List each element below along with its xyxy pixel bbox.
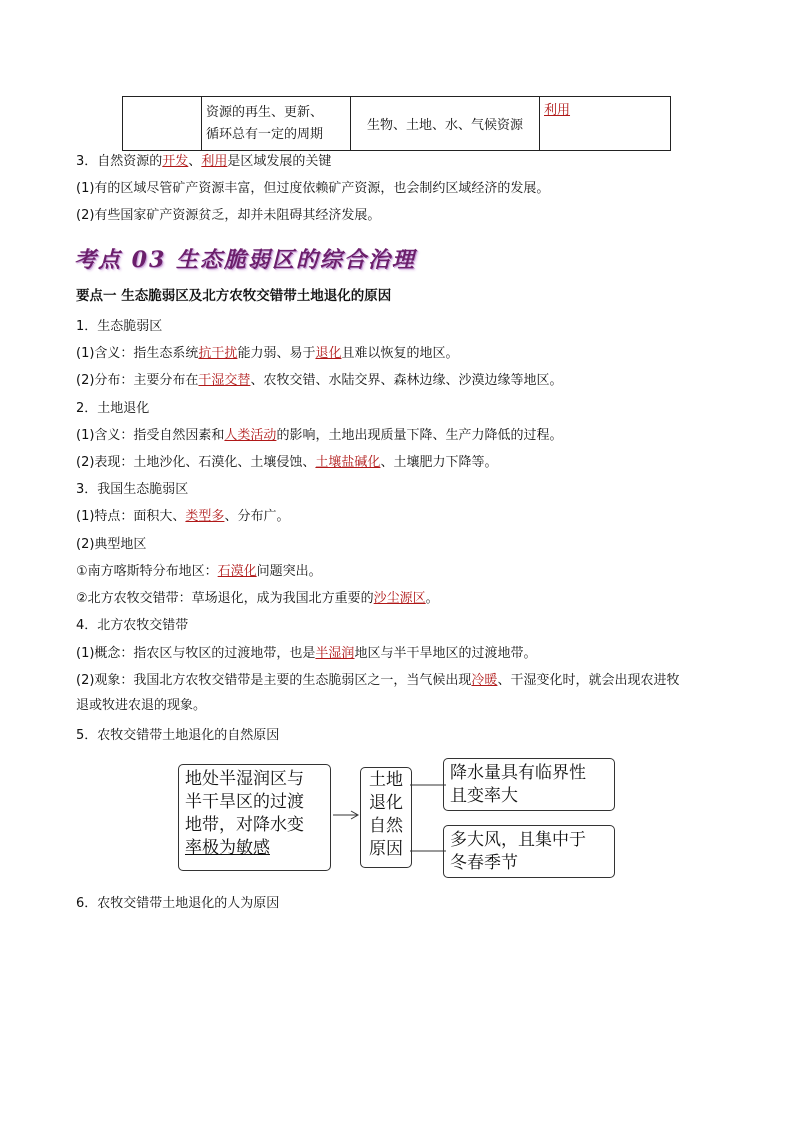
highlight-term: 沙尘源区 (373, 591, 426, 606)
connector-lines (410, 780, 446, 860)
highlight-term: 类型多 (185, 509, 225, 524)
paragraph-2-1: (1)含义：指受自然因素和人类活动的影响，土地出现质量下降、生产力降低的过程。 (76, 428, 563, 443)
heading-3: 3．我国生态脆弱区 (76, 482, 189, 497)
highlight-term: 冷暖 (471, 673, 498, 688)
heading-6: 6．农牧交错带土地退化的人为原因 (76, 896, 280, 911)
highlight-term: 开发 (162, 154, 189, 169)
paragraph-1-2: (2)分布：主要分布在干湿交替、农牧交错、水陆交界、森林边缘、沙漠边缘等地区。 (76, 373, 563, 388)
table-row (123, 97, 671, 151)
resource-table (122, 96, 671, 151)
highlight-term: 半湿润 (315, 646, 355, 661)
highlight-term: 利用 (201, 154, 228, 169)
paragraph-1-1: (1)含义：指生态系统抗干扰能力弱、易于退化且难以恢复的地区。 (76, 346, 459, 361)
highlight-term: 抗干扰 (198, 346, 238, 361)
diagram-box-right-2: 多大风，且集中于 冬春季节 (443, 825, 615, 878)
highlight-term: 土壤盐碱化 (315, 455, 381, 470)
paragraph-3-2b-item: ②北方农牧交错带：草场退化，成为我国北方重要的沙尘源区。 (76, 591, 439, 606)
arrow-right-icon (331, 808, 361, 822)
key-point-heading: 要点一 生态脆弱区及北方农牧交错带土地退化的原因 (76, 288, 392, 304)
highlight-term: 人类活动 (224, 428, 277, 443)
table-cell-characteristic (202, 97, 351, 151)
diagram-box-right-1: 降水量具有临界性 且变率大 (443, 758, 615, 811)
paragraph-3-2a: ①南方喀斯特分布地区：石漠化问题突出。 (76, 564, 322, 579)
paragraph-3: 3．自然资源的开发、利用是区域发展的关键 (76, 154, 332, 169)
table-cell-empty (123, 97, 202, 151)
heading-2: 2．土地退化 (76, 401, 150, 416)
heading-4: 4．北方农牧交错带 (76, 618, 189, 633)
cell-text-line: 资源的再生、更新、 (206, 104, 324, 120)
heading-1: 1．生态脆弱区 (76, 319, 163, 334)
paragraph-3-2: (2)有些国家矿产资源贫乏，却并未阻碍其经济发展。 (76, 208, 381, 223)
highlight-term: 石漠化 (217, 564, 257, 579)
cell-text-line: 循环总有一定的周期 (206, 126, 324, 142)
paragraph-2-2: (2)表现：土地沙化、石漠化、土壤侵蚀、土壤盐碱化、土壤肥力下降等。 (76, 455, 498, 470)
paragraph-4-2: (2)观象：我国北方农牧交错带是主要的生态脆弱区之一，当气候出现冷暖、干湿变化时，就会出现农进牧 (76, 673, 680, 688)
table-cell-examples: 生物、土地、水、气候资源 (351, 97, 540, 151)
paragraph-3-2b: (2)典型地区 (76, 537, 147, 552)
highlight-term: 干湿交替 (198, 373, 251, 388)
heading-5: 5．农牧交错带土地退化的自然原因 (76, 728, 280, 743)
paragraph-4-1: (1)概念：指农区与牧区的过渡地带，也是半湿润地区与半干旱地区的过渡地带。 (76, 646, 537, 661)
highlight-term: 退化 (315, 346, 342, 361)
table-cell-use (540, 97, 671, 151)
diagram-box-left: 地处半湿润区与 半干旱区的过渡 地带，对降水变 率极为敏感 (178, 764, 331, 871)
paragraph-4-2-cont: 退或牧进农退的现象。 (76, 698, 207, 713)
paragraph-3-1b: (1)特点：面积大、类型多、分布广。 (76, 509, 290, 524)
highlight-term: 利用 (544, 103, 571, 118)
paragraph-3-1: (1)有的区域尽管矿产资源丰富，但过度依赖矿产资源，也会制约区域经济的发展。 (76, 181, 550, 196)
section-title: 考点 03 生态脆弱区的综合治理 (74, 247, 416, 273)
diagram-box-center: 土地 退化 自然 原因 (360, 767, 412, 868)
